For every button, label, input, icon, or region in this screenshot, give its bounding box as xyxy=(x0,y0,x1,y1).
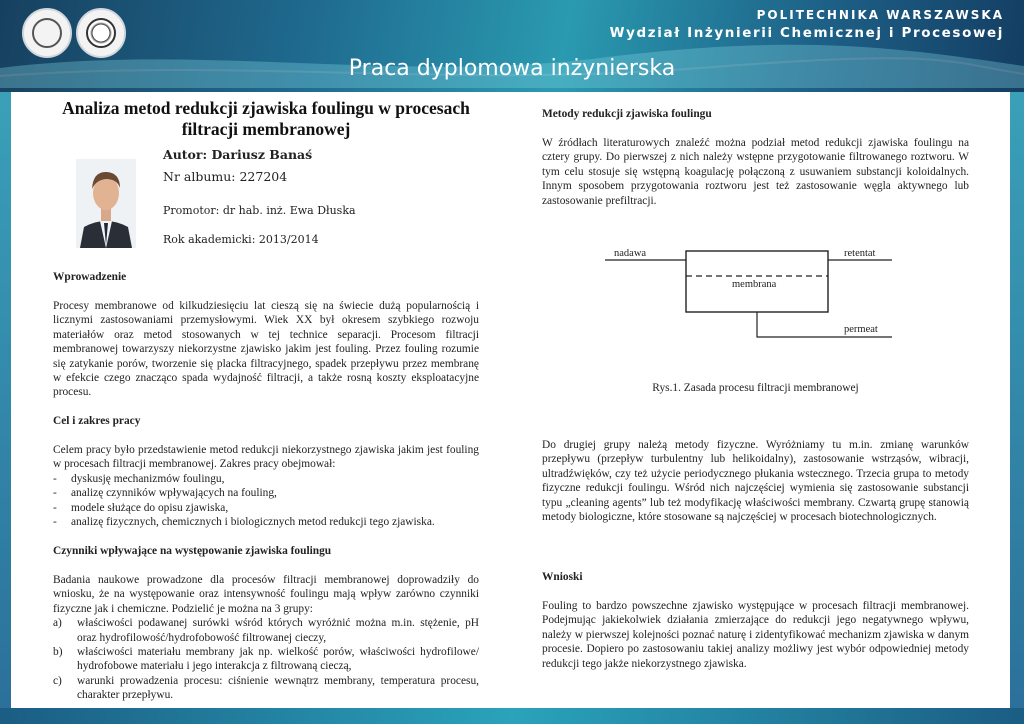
conclusions-text: Fouling to bardzo powszechne zjawisko występujące w procesach filtracji membranowej. Podejmując jakiekolwiek działania zmierzające do redukcji jego negatywnego wpływu, należy w pierwszej kolejności poznać naturę i zidentyfikować mechanizm zjawiska w danym procesie. Dopiero po zastosowaniu takiej analizy możliwy jest wybór odpowiedniej metody redukcji tego jakże niekorzystnego zjawiska. xyxy=(542,600,969,670)
factors-heading: Czynniki wpływające na występowanie zjawiska foulingu xyxy=(53,545,332,557)
author-photo xyxy=(76,159,136,248)
thesis-title-line1: Analiza metod redukcji zjawiska foulingu w procesach xyxy=(62,98,470,118)
conclusions-heading: Wnioski xyxy=(542,571,583,583)
list-item: c) warunki prowadzenia procesu: ciśnienie wewnątrz membrany, temperatura procesu, charakter przepływu. xyxy=(53,674,479,702)
album-number: Nr albumu: 227204 xyxy=(163,169,288,184)
list-item: b) właściwości materiału membrany jak np. wielkość porów, właściwości hydrofilowe/ hydrofobowe materiału i jego interakcja z filtrowaną cieczą, xyxy=(53,646,479,673)
feed-label: nadawa xyxy=(614,248,647,259)
header-banner xyxy=(0,0,1024,92)
list-item: - modele służące do opisu zjawiska, xyxy=(53,501,229,514)
goal-list xyxy=(53,472,479,530)
faculty-name: Wydział Inżynierii Chemicznej i Procesowej xyxy=(609,25,1004,41)
list-item: - analizę fizycznych, chemicznych i biologicznych metod redukcji tego zjawiska. xyxy=(53,516,435,529)
figure-caption: Rys.1. Zasada procesu filtracji membranowej xyxy=(652,382,859,394)
footer-bar xyxy=(0,708,1024,724)
permeate-label: permeat xyxy=(844,324,878,335)
factors-text: Badania naukowe prowadzone dla procesów filtracji membranowej doprowadziły do wniosku, że na występowanie oraz intensywność foulingu mają wpływ zarówno czynniki fizyczne jak i chemiczne. Podzielić je można na 3 grupy: xyxy=(53,574,479,615)
goal-heading: Cel i zakres pracy xyxy=(53,415,141,427)
membrane-label: membrana xyxy=(732,279,777,290)
methods-text-1: W źródłach literaturowych znaleźć można podział metod redukcji zjawiska foulingu na cztery grupy. Do pierwszej z nich należy wstępne przygotowanie filtrowanego roztworu. W tym celu stosuje się wstępną koagulację połączoną z usuwaniem substancji koloidalnych. Innym sposobem przygotowania roztworu jest też zastosowanie węgla aktywnego lub zastosowanie prefiltracji. xyxy=(542,137,969,207)
university-logo xyxy=(22,8,72,58)
methods-heading: Metody redukcji zjawiska foulingu xyxy=(542,108,712,120)
intro-text: Procesy membranowe od kilkudziesięciu lat cieszą się na świecie dużą popularnością i licznymi zastosowaniami przemysłowymi. Wiek XX był okresem szybkiego rozwoju materiałów oraz metod stosowanych w tej technice separacji. Procesom filtracji membranowej towarzyszy niekorzystne zjawisko jakim jest fouling. Przez fouling rozumie się zatykanie porów, tworzenie się placka filtracyjnego, spadek przepływu przez membranę w efekcie czego znacząco spada wydajność filtracji, a także rosną koszty eksploatacyjne procesu. xyxy=(53,300,479,399)
list-item: - analizę czynników wpływających na fouling, xyxy=(53,487,277,500)
factors-list xyxy=(53,616,479,702)
intro-heading: Wprowadzenie xyxy=(53,271,127,283)
list-item: - dyskusję mechanizmów foulingu, xyxy=(53,472,225,485)
author: Autor: Dariusz Banaś xyxy=(163,147,313,162)
faculty-logo xyxy=(76,8,126,58)
retentate-label: retentat xyxy=(844,248,876,259)
university-name: POLITECHNIKA WARSZAWSKA xyxy=(756,8,1004,22)
list-item: a) właściwości podawanej surówki wśród których wyróżnić można m.in. stężenie, pH oraz hydrofilowość/hydrofobowość filtrowanej cieczy, xyxy=(53,617,479,644)
factors-section xyxy=(53,573,479,703)
membrane-diagram xyxy=(600,240,900,350)
thesis-title-line2: filtracji membranowej xyxy=(181,119,351,139)
academic-year: Rok akademicki: 2013/2014 xyxy=(163,233,319,246)
promotor: Promotor: dr hab. inż. Ewa Dłuska xyxy=(163,204,356,217)
thesis-title xyxy=(40,98,492,140)
poster-title: Praca dyplomowa inżynierska xyxy=(348,56,676,81)
goal-text: Celem pracy było przedstawienie metod redukcji niekorzystnego zjawiska jakim jest fouling w procesach filtracji membranowej. Zakres pracy obejmował: xyxy=(53,444,479,471)
goal-section xyxy=(53,443,479,529)
methods-text-2: Do drugiej grupy należą metody fizyczne. Wyróżniamy tu m.in. zmianę warunków przepływu (przepływ turbulentny lub helikoidalny), zastosowanie wstrząsów, wibracji, ultradźwięków, czy też użycie periodycznego płukania wstecznego. Trzecia grupa to metody fizyczne redukcji foulingu. Wśród nich najczęściej wymienia się zastosowanie substancji typu „cleaning agents” lub też modyfikację właściwości membrany. Czwartą grupę stanowią metody biologiczne, które stosowane są najczęściej w procesach biotechnologicznych. xyxy=(542,439,969,524)
